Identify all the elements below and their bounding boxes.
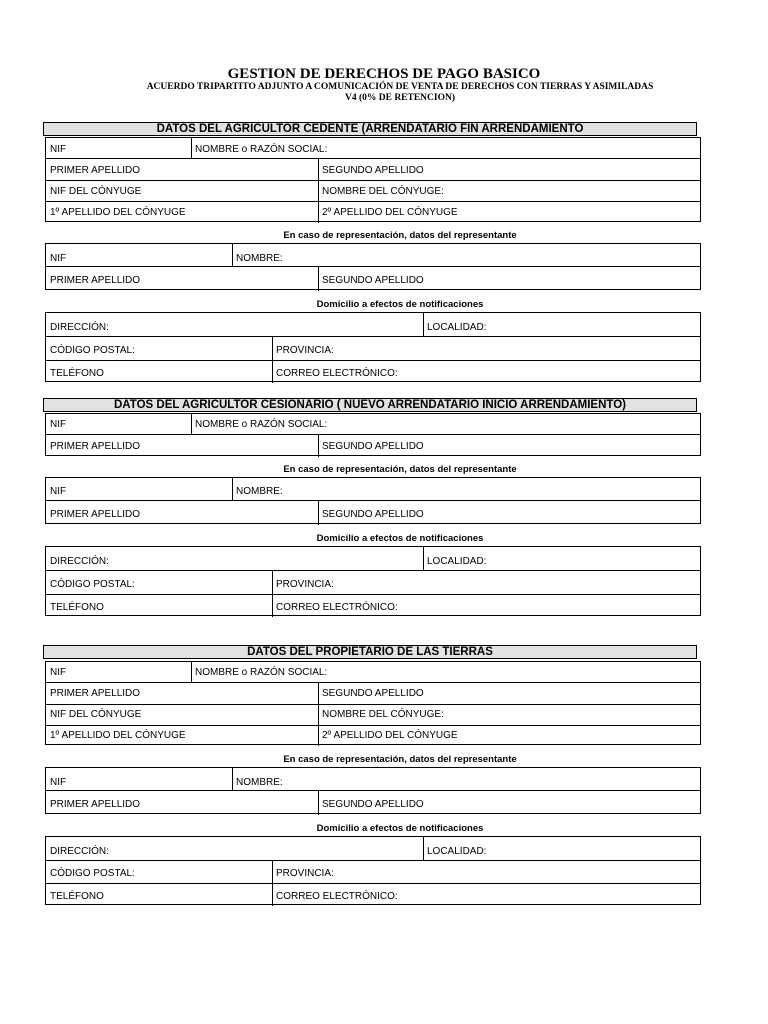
cesionario-segundo-apellido-field[interactable]: SEGUNDO APELLIDO (322, 441, 424, 452)
propietario-segundo-apellido-field[interactable]: SEGUNDO APELLIDO (322, 688, 424, 699)
propietario-nif-conyuge-field[interactable]: NIF DEL CÓNYUGE (50, 709, 142, 720)
cedente-apellido1-conyuge-field[interactable]: 1º APELLIDO DEL CÓNYUGE (50, 207, 186, 218)
cedente-nombre-field[interactable]: NOMBRE o RAZÓN SOCIAL: (195, 144, 328, 155)
cesionario-rep-nif-field[interactable]: NIF (50, 486, 67, 497)
propietario-direccion-field[interactable]: DIRECCIÓN: (50, 846, 109, 857)
cesionario-provincia-field[interactable]: PROVINCIA: (276, 579, 334, 590)
propietario-provincia-field[interactable]: PROVINCIA: (276, 868, 334, 879)
cesionario-rep-nombre-field[interactable]: NOMBRE: (236, 486, 283, 497)
propietario-apellido1-conyuge-field[interactable]: 1º APELLIDO DEL CÓNYUGE (50, 730, 186, 741)
propietario-nombre-conyuge-field[interactable]: NOMBRE DEL CÓNYUGE: (322, 709, 444, 720)
propietario-apellido2-conyuge-field[interactable]: 2º APELLIDO DEL CÓNYUGE (322, 730, 458, 741)
cesionario-representante-caption: En caso de representación, datos del representante (283, 464, 517, 475)
section-header-cedente: DATOS DEL AGRICULTOR CEDENTE (ARRENDATARIO FIN ARRENDAMIENTO (43, 122, 697, 136)
cesionario-direccion-field[interactable]: DIRECCIÓN: (50, 556, 109, 567)
cedente-provincia-field[interactable]: PROVINCIA: (276, 345, 334, 356)
cedente-rep-nif-field[interactable]: NIF (50, 253, 67, 264)
propietario-rep-primer-apellido-field[interactable]: PRIMER APELLIDO (50, 799, 141, 810)
section-header-cesionario: DATOS DEL AGRICULTOR CESIONARIO ( NUEVO ARRENDATARIO INICIO ARRENDAMIENTO) (43, 398, 697, 412)
cedente-rep-segundo-apellido-field[interactable]: SEGUNDO APELLIDO (322, 275, 424, 286)
propietario-nif-field[interactable]: NIF (50, 667, 67, 678)
cedente-apellido2-conyuge-field[interactable]: 2º APELLIDO DEL CÓNYUGE (322, 207, 458, 218)
propietario-domicilio-caption: Domicilio a efectos de notificaciones (316, 823, 484, 834)
cedente-telefono-field[interactable]: TELÉFONO (50, 368, 104, 379)
cesionario-correo-field[interactable]: CORREO ELECTRÓNICO: (276, 602, 398, 613)
cesionario-primer-apellido-field[interactable]: PRIMER APELLIDO (50, 441, 141, 452)
cedente-nif-conyuge-field[interactable]: NIF DEL CÓNYUGE (50, 186, 142, 197)
cesionario-domicilio-caption: Domicilio a efectos de notificaciones (316, 533, 484, 544)
cesionario-localidad-field[interactable]: LOCALIDAD: (427, 556, 487, 567)
cedente-localidad-field[interactable]: LOCALIDAD: (427, 322, 487, 333)
propietario-codigo-postal-field[interactable]: CÓDIGO POSTAL: (50, 868, 135, 879)
cedente-main-table (45, 137, 701, 222)
cedente-representante-table (45, 243, 701, 290)
propietario-rep-nombre-field[interactable]: NOMBRE: (236, 777, 283, 788)
cedente-segundo-apellido-field[interactable]: SEGUNDO APELLIDO (322, 165, 424, 176)
section-header-propietario: DATOS DEL PROPIETARIO DE LAS TIERRAS (43, 645, 697, 659)
propietario-telefono-field[interactable]: TELÉFONO (50, 891, 104, 902)
propietario-domicilio-table (45, 836, 701, 905)
cesionario-nif-field[interactable]: NIF (50, 419, 67, 430)
cedente-nif-field[interactable]: NIF (50, 144, 67, 155)
cesionario-nombre-field[interactable]: NOMBRE o RAZÓN SOCIAL: (195, 419, 328, 430)
propietario-representante-caption: En caso de representación, datos del representante (283, 754, 517, 765)
cedente-rep-nombre-field[interactable]: NOMBRE: (236, 253, 283, 264)
cedente-rep-primer-apellido-field[interactable]: PRIMER APELLIDO (50, 275, 141, 286)
cesionario-codigo-postal-field[interactable]: CÓDIGO POSTAL: (50, 579, 135, 590)
page-subtitle: ACUERDO TRIPARTITO ADJUNTO A COMUNICACIÓN DE VENTA DE DERECHOS CON TIERRAS Y ASIMILADAS (146, 82, 654, 92)
cesionario-rep-primer-apellido-field[interactable]: PRIMER APELLIDO (50, 509, 141, 520)
propietario-correo-field[interactable]: CORREO ELECTRÓNICO: (276, 891, 398, 902)
propietario-representante-table (45, 767, 701, 814)
cesionario-main-table (45, 413, 701, 456)
page-version: V4 (0% DE RETENCION) (344, 93, 456, 103)
propietario-rep-nif-field[interactable]: NIF (50, 777, 67, 788)
cesionario-representante-table (45, 477, 701, 524)
cedente-codigo-postal-field[interactable]: CÓDIGO POSTAL: (50, 345, 135, 356)
cesionario-telefono-field[interactable]: TELÉFONO (50, 602, 104, 613)
propietario-rep-segundo-apellido-field[interactable]: SEGUNDO APELLIDO (322, 799, 424, 810)
cedente-domicilio-table (45, 312, 701, 382)
cesionario-rep-segundo-apellido-field[interactable]: SEGUNDO APELLIDO (322, 509, 424, 520)
cesionario-domicilio-table (45, 546, 701, 616)
cedente-representante-caption: En caso de representación, datos del representante (283, 230, 517, 241)
propietario-nombre-field[interactable]: NOMBRE o RAZÓN SOCIAL: (195, 667, 328, 678)
cedente-domicilio-caption: Domicilio a efectos de notificaciones (316, 299, 484, 310)
propietario-primer-apellido-field[interactable]: PRIMER APELLIDO (50, 688, 141, 699)
cedente-primer-apellido-field[interactable]: PRIMER APELLIDO (50, 165, 141, 176)
cedente-correo-field[interactable]: CORREO ELECTRÓNICO: (276, 368, 398, 379)
page-title: GESTION DE DERECHOS DE PAGO BASICO (227, 66, 541, 82)
cedente-direccion-field[interactable]: DIRECCIÓN: (50, 322, 109, 333)
cedente-nombre-conyuge-field[interactable]: NOMBRE DEL CÓNYUGE: (322, 186, 444, 197)
propietario-localidad-field[interactable]: LOCALIDAD: (427, 846, 487, 857)
propietario-main-table (45, 661, 701, 745)
